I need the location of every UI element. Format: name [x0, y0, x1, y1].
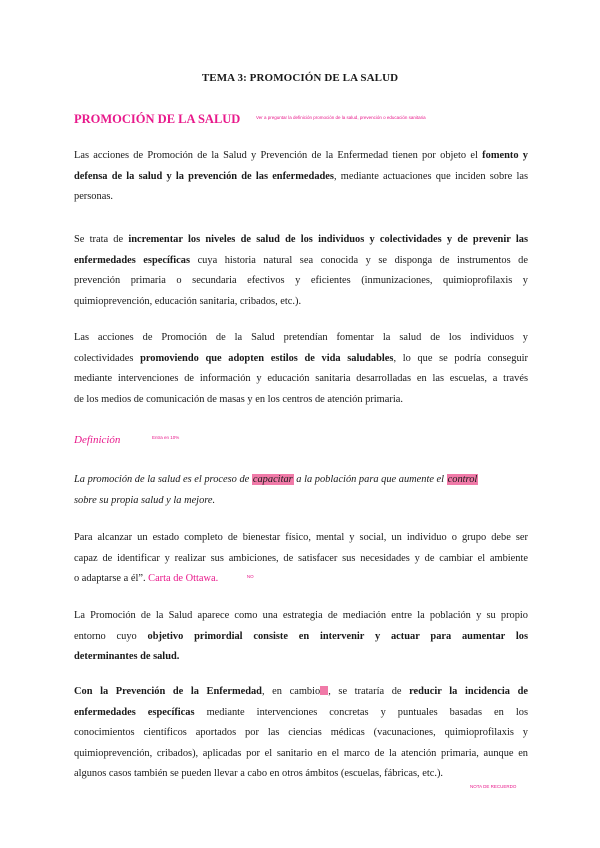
text-segment: cuya historia natural sea conocida y se disponga de instrumentos de: [190, 254, 528, 266]
paragraph3-line-4: [74, 390, 528, 411]
definition-text: [74, 470, 528, 511]
paragraph-4: [74, 528, 528, 590]
text-segment: personas.: [74, 191, 113, 203]
paragraph-6: [74, 682, 528, 785]
bold-segment: promoviendo que adopten estilos de vida saludables: [140, 352, 394, 364]
text-segment: Se trata de: [74, 234, 129, 245]
page-title: TEMA 3: PROMOCIÓN DE LA SALUD: [201, 72, 399, 84]
ottawa-citation: Carta de Ottawa.: [148, 573, 219, 585]
text-segment: quimioprevención, educación sanitaria, cribados, etc.).: [74, 295, 302, 307]
definition-heading: Definición: [74, 434, 121, 446]
paragraph2-line-2: [74, 251, 528, 272]
paragraph-2: [74, 230, 528, 312]
bold-segment: determinantes de salud.: [74, 651, 180, 663]
comment-highlight-marker: [320, 686, 328, 695]
p6-line3: conocimientos científicos aportados por las ciencias médicas (vacunaciones, quimioprofilaxis y: [74, 727, 528, 739]
paragraph5-line-1: [74, 606, 528, 627]
paragraph-1: [74, 146, 528, 208]
definition-line2: sobre su propia salud y la mejore.: [74, 494, 216, 506]
text-segment: , mediante actuaciones que inciden sobre las: [333, 170, 528, 182]
highlight-control: control: [447, 474, 478, 485]
text-segment: mediante intervenciones de información y educación sanitaria desarrolladas en las escuelas, a través: [74, 373, 528, 385]
paragraph2-line-3: [74, 271, 528, 292]
paragraph1-line-2: [74, 167, 528, 188]
paragraph1-line-1: [74, 146, 528, 167]
definition-line1-start: La promoción de la salud es el proceso de: [74, 474, 252, 485]
section-annotation: Ver a preguntar la definición promoción de la salud, prevención o educación sanitaria: [256, 115, 426, 120]
definition-annotation: Entra en 10%: [152, 435, 180, 440]
ottawa-annotation: NO: [246, 574, 254, 580]
text-segment: Las acciones de Promoción de la Salud pretendían fomentar la salud de los individuos y: [74, 332, 528, 343]
bold-segment: incrementar los niveles de salud de los individuos y colectividades y de prevenir las: [128, 234, 528, 245]
text-segment: prevención primaria o secundaria efectivos y eficientes (inmunizaciones, quimioprofilaxis y: [74, 275, 528, 287]
highlight-capacitar: capacitar: [252, 474, 293, 485]
paragraph1-line-3: [74, 187, 528, 208]
p6-bold-3: enfermedades específicas: [74, 706, 195, 718]
text-segment: , lo que se podría conseguir: [393, 352, 528, 364]
p4-line1: Para alcanzar un estado completo de bienestar físico, mental y social, un individuo o grupo debe ser: [74, 532, 528, 543]
p6-bold-2: reducir la incidencia de: [409, 686, 528, 697]
paragraph3-line-3: [74, 369, 528, 390]
paragraph2-line-1: [74, 230, 528, 251]
definition-line1-mid: a la población para que aumente el: [293, 474, 447, 485]
p4-line3-text: o adaptarse a él”.: [74, 573, 149, 585]
text-segment: de los medios de comunicación de masas y en los centros de atención primaria.: [74, 393, 403, 405]
bold-segment: objetivo primordial consiste en intervenir y actuar para aumentar los: [147, 630, 528, 642]
p6-line1: [74, 682, 528, 703]
p6-text-1: , en cambio: [261, 686, 321, 697]
p6-bold-1: Con la Prevención de la Enfermedad: [74, 686, 262, 697]
text-segment: entorno cuyo: [74, 630, 148, 642]
text-segment: colectividades: [74, 352, 141, 364]
paragraph5-line-2: [74, 627, 528, 648]
paragraph-5: [74, 606, 528, 668]
paragraph3-line-1: [74, 328, 528, 349]
paragraph2-line-4: [74, 292, 528, 313]
bold-segment: enfermedades específicas: [74, 254, 191, 266]
text-segment: Las acciones de Promoción de la Salud y Prevención de la Enfermedad tienen por objeto el: [74, 150, 483, 161]
p6-line5: algunos casos también se pueden llevar a cabo en otros ámbitos (escuelas, fábricas, etc.).: [74, 768, 444, 780]
p6-text-3: mediante intervenciones concretas y puntuales basadas en los: [194, 706, 528, 718]
paragraph3-line-2: [74, 349, 528, 370]
section-heading-row: [74, 110, 534, 126]
footer-annotation: NOTA DE RECUERDO: [470, 784, 517, 789]
definition-heading-row: [74, 430, 374, 446]
bold-segment: defensa de la salud y la prevención de las enfermedades: [74, 170, 334, 182]
paragraph-3: [74, 328, 528, 410]
p6-text-2: , se trataría de: [328, 686, 410, 697]
p4-line2: capaz de identificar y realizar sus ambiciones, de satisfacer sus necesidades y de cambiar el ambiente: [74, 552, 528, 564]
text-segment: La Promoción de la Salud aparece como una estrategia de mediación entre la población y su propio: [74, 610, 528, 621]
paragraph5-line-3: [74, 647, 528, 668]
p6-line4: quimioprevención, cribados), aplicadas por el sanitario en el marco de la atención primaria, aunque en: [74, 747, 528, 759]
p4-line3: [74, 569, 528, 590]
section-heading: PROMOCIÓN DE LA SALUD: [74, 112, 241, 126]
p6-line2: [74, 703, 528, 724]
bold-segment: fomento y: [482, 150, 528, 161]
